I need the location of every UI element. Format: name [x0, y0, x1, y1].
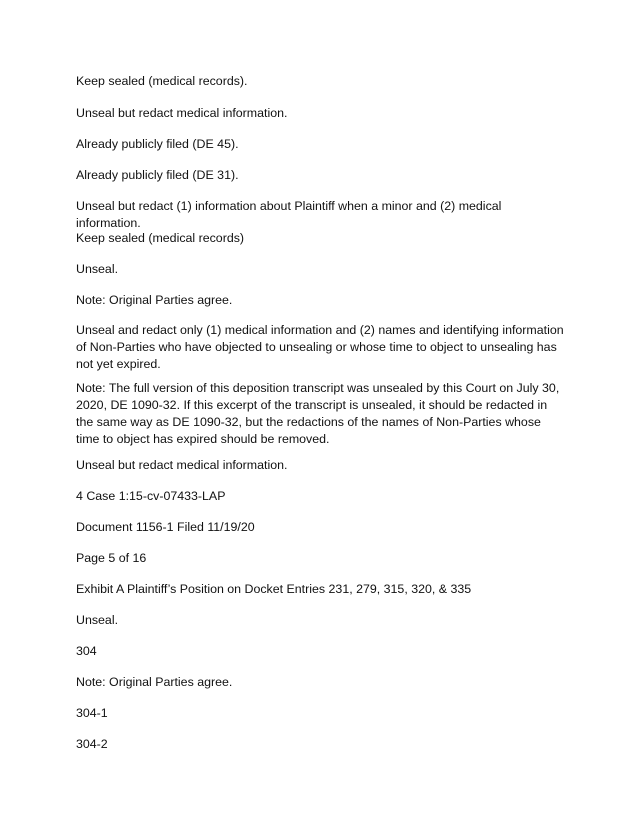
paragraph-page-number: Page 5 of 16 [76, 551, 147, 565]
paragraph-unseal-redact-minor-medical: Unseal but redact (1) information about Plaintiff when a minor and (2) medical information. [76, 199, 502, 230]
paragraph-entry-304-2: 304-2 [76, 737, 108, 751]
paragraph-entry-304-1: 304-1 [76, 706, 108, 720]
paragraph-keep-sealed-medical-records: Keep sealed (medical records). [76, 74, 248, 88]
paragraph-unseal-redact-non-parties: Unseal and redact only (1) medical information and (2) names and identifying information of Non-Parties who have objected to unsealing or whose time to object to unsealing has not yet expired. [76, 323, 564, 371]
paragraph-unseal-redact-medical-2: Unseal but redact medical information. [76, 458, 288, 472]
paragraph-note-deposition-transcript: Note: The full version of this deposition transcript was unsealed by this Court on July 30, 2020, DE 1090-32. If this excerpt of the transcript is unsealed, it should be redacted in the same way as DE 1090-32, but the redactions of the names of Non-Parties whose time to object has expired should be removed. [76, 381, 560, 446]
paragraph-case-number: 4 Case 1:15-cv-07433-LAP [76, 489, 226, 503]
paragraph-unseal-2: Unseal. [76, 613, 119, 627]
paragraph-document-filed: Document 1156-1 Filed 11/19/20 [76, 520, 255, 534]
paragraph-already-filed-de45: Already publicly filed (DE 45). [76, 137, 239, 151]
paragraph-note-parties-agree-2: Note: Original Parties agree. [76, 675, 233, 689]
paragraph-keep-sealed-medical: Keep sealed (medical records) [76, 231, 245, 245]
paragraph-entry-304: 304 [76, 644, 97, 658]
paragraph-exhibit-title: Exhibit A Plaintiff’s Position on Docket Entries 231, 279, 315, 320, & 335 [76, 582, 472, 596]
paragraph-unseal-redact-medical: Unseal but redact medical information. [76, 106, 288, 120]
paragraph-unseal: Unseal. [76, 262, 119, 276]
paragraph-note-parties-agree: Note: Original Parties agree. [76, 293, 233, 307]
paragraph-already-filed-de31: Already publicly filed (DE 31). [76, 168, 239, 182]
